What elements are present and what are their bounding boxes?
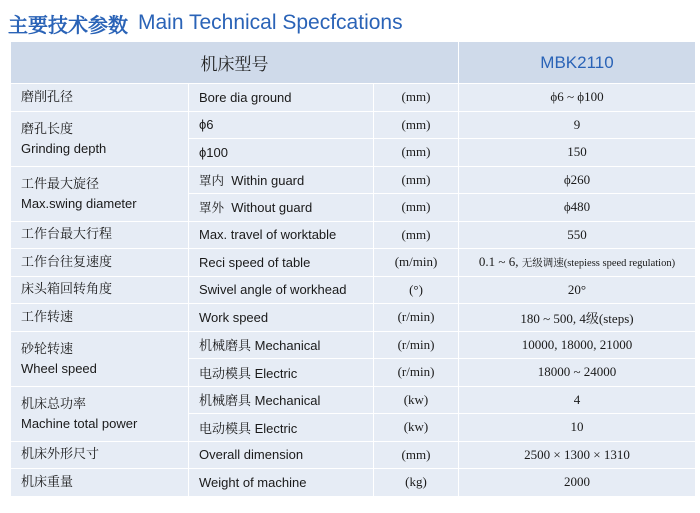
table-row xyxy=(11,111,696,139)
title-english: Main Technical Specfcations xyxy=(138,11,403,34)
table-row xyxy=(11,331,696,359)
row-label xyxy=(11,386,189,441)
row-unit: (r/min) xyxy=(374,359,459,387)
row-label-en: Machine total power xyxy=(21,415,138,431)
table-header-row xyxy=(11,42,696,84)
row-label xyxy=(11,166,189,221)
row-desc: Bore dia ground xyxy=(189,84,374,112)
row-unit: (mm) xyxy=(374,84,459,112)
row-desc: ϕ100 xyxy=(189,139,374,167)
header-model-label: 机床型号 xyxy=(11,42,459,84)
row-value: 18000 ~ 24000 xyxy=(459,359,696,387)
row-value: 150 xyxy=(459,139,696,167)
row-label-cn: 工件最大旋径 xyxy=(21,176,100,192)
table-row xyxy=(11,84,696,112)
row-desc: Weight of machine xyxy=(189,469,374,497)
row-label xyxy=(11,469,189,497)
row-value: 20° xyxy=(459,276,696,304)
row-label xyxy=(11,276,189,304)
row-desc: ϕ6 xyxy=(189,111,374,139)
row-value: 9 xyxy=(459,111,696,139)
row-desc-cn: 罩外 xyxy=(199,200,225,216)
spec-table xyxy=(10,41,696,497)
row-value: 10 xyxy=(459,414,696,442)
row-value: 10000, 18000, 21000 xyxy=(459,331,696,359)
row-label-cn: 机床外形尺寸 xyxy=(21,447,100,463)
row-desc xyxy=(189,166,374,194)
row-desc: Swivel angle of workhead xyxy=(189,276,374,304)
row-desc: 机械磨具 Mechanical xyxy=(189,331,374,359)
row-unit: (r/min) xyxy=(374,331,459,359)
row-desc-en: Within guard xyxy=(231,172,305,188)
table-row xyxy=(11,221,696,249)
row-label-cn: 机床总功率 xyxy=(21,396,87,412)
row-value xyxy=(459,249,696,277)
row-unit: (°) xyxy=(374,276,459,304)
row-unit: (kw) xyxy=(374,386,459,414)
row-label-en: Grinding depth xyxy=(21,140,107,156)
row-desc: Overall dimension xyxy=(189,441,374,469)
row-label-en: Max.swing diameter xyxy=(21,195,137,211)
row-unit: (mm) xyxy=(374,139,459,167)
row-label-cn: 床头箱回转角度 xyxy=(21,282,113,298)
row-value: 2500 × 1300 × 1310 xyxy=(459,441,696,469)
row-desc-cn: 罩内 xyxy=(199,172,225,188)
row-value: 180 ~ 500, 4级(steps) xyxy=(459,304,696,332)
row-unit: (mm) xyxy=(374,166,459,194)
row-unit: (mm) xyxy=(374,194,459,222)
row-value: ϕ260 xyxy=(459,166,696,194)
row-label xyxy=(11,84,189,112)
row-desc: Max. travel of worktable xyxy=(189,221,374,249)
table-row xyxy=(11,166,696,194)
row-label-cn: 磨孔长度 xyxy=(21,121,74,137)
row-unit: (mm) xyxy=(374,221,459,249)
table-row xyxy=(11,441,696,469)
row-label xyxy=(11,331,189,386)
row-label xyxy=(11,441,189,469)
row-desc xyxy=(189,194,374,222)
row-desc-en: Without guard xyxy=(231,200,313,216)
row-unit: (mm) xyxy=(374,441,459,469)
row-desc: 电动模具 Electric xyxy=(189,414,374,442)
row-value: 550 xyxy=(459,221,696,249)
row-label xyxy=(11,304,189,332)
row-value: ϕ480 xyxy=(459,194,696,222)
row-desc: Work speed xyxy=(189,304,374,332)
row-value: 2000 xyxy=(459,469,696,497)
row-label-cn: 工作转速 xyxy=(21,309,74,325)
header-model-value: MBK2110 xyxy=(459,42,696,84)
row-label-cn: 工作台最大行程 xyxy=(21,227,113,243)
table-row xyxy=(11,304,696,332)
page-title xyxy=(8,6,403,40)
table-row xyxy=(11,386,696,414)
table-row xyxy=(11,276,696,304)
table-row xyxy=(11,249,696,277)
table-row xyxy=(11,469,696,497)
title-chinese: 主要技术参数 xyxy=(8,12,128,37)
row-unit: (kg) xyxy=(374,469,459,497)
row-value-note: 无级调速(stepiess speed regulation) xyxy=(521,258,676,270)
row-unit: (m/min) xyxy=(374,249,459,277)
row-desc: Reci speed of table xyxy=(189,249,374,277)
row-label xyxy=(11,111,189,166)
row-desc: 电动模具 Electric xyxy=(189,359,374,387)
row-label-cn: 工作台往复速度 xyxy=(21,254,113,270)
row-label xyxy=(11,221,189,249)
row-value: ϕ6 ~ ϕ100 xyxy=(459,84,696,112)
row-label xyxy=(11,249,189,277)
row-label-cn: 磨削孔径 xyxy=(21,89,74,105)
row-label-en: Wheel speed xyxy=(21,360,97,376)
row-unit: (mm) xyxy=(374,111,459,139)
row-label-cn: 机床重量 xyxy=(21,474,74,490)
row-unit: (kw) xyxy=(374,414,459,442)
row-value: 4 xyxy=(459,386,696,414)
row-value-main: 0.1 ~ 6, xyxy=(478,254,519,270)
row-label-cn: 砂轮转速 xyxy=(21,341,74,357)
row-unit: (r/min) xyxy=(374,304,459,332)
row-desc: 机械磨具 Mechanical xyxy=(189,386,374,414)
